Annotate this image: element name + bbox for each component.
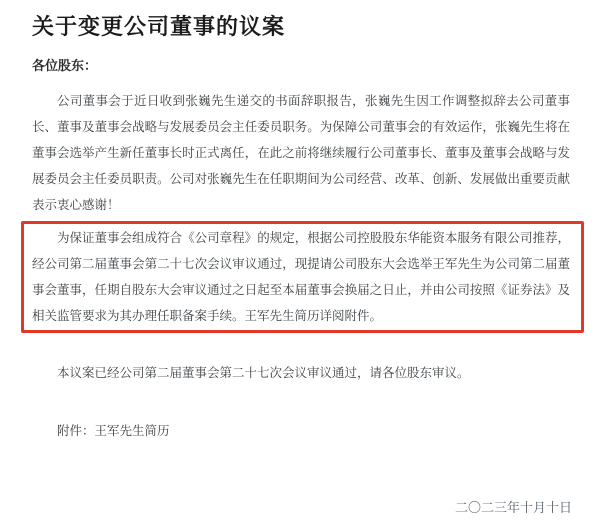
attachment-line: 附件：王军先生简历: [57, 424, 170, 438]
document-date: 二〇二三年十月十日: [454, 500, 572, 515]
red-highlight-box: [21, 221, 584, 333]
document-title: 关于变更公司董事的议案: [32, 14, 286, 39]
salutation: 各位股东：: [32, 58, 98, 73]
paragraph-approval: 本议案已经公司第二届董事会第二十七次会议审议通过，请各位股东审议。: [57, 366, 470, 380]
paragraph-highlighted: 为保证董事会组成符合《公司章程》的规定，根据公司控股股东华能资本服务有限公司推荐，经公司第二届董事会第二十七次会议审议通过，现提请公司股东大会选举王军先生为公司第二届董事会董事，任期自股东大会审议通过之日起至本届董事会换届之日止，并由公司按照《证券法》及相关监管要求为其办理任职备案手续。王军先生简历详阅附件。: [32, 231, 570, 323]
paragraph-resignation: 公司董事会于近日收到张巍先生递交的书面辞职报告，张巍先生因工作调整拟辞去公司董事长、董事及董事会战略与发展委员会主任委员职务。为保障公司董事会的有效运作，张巍先生将在董事会选举产生新任董事长时正式离任，在此之前将继续履行公司董事长、董事及董事会战略与发展委员会主任委员职责。公司对张巍先生在任职期间为公司经营、改革、创新、发展做出重要贡献表示衷心感谢！: [32, 94, 570, 212]
